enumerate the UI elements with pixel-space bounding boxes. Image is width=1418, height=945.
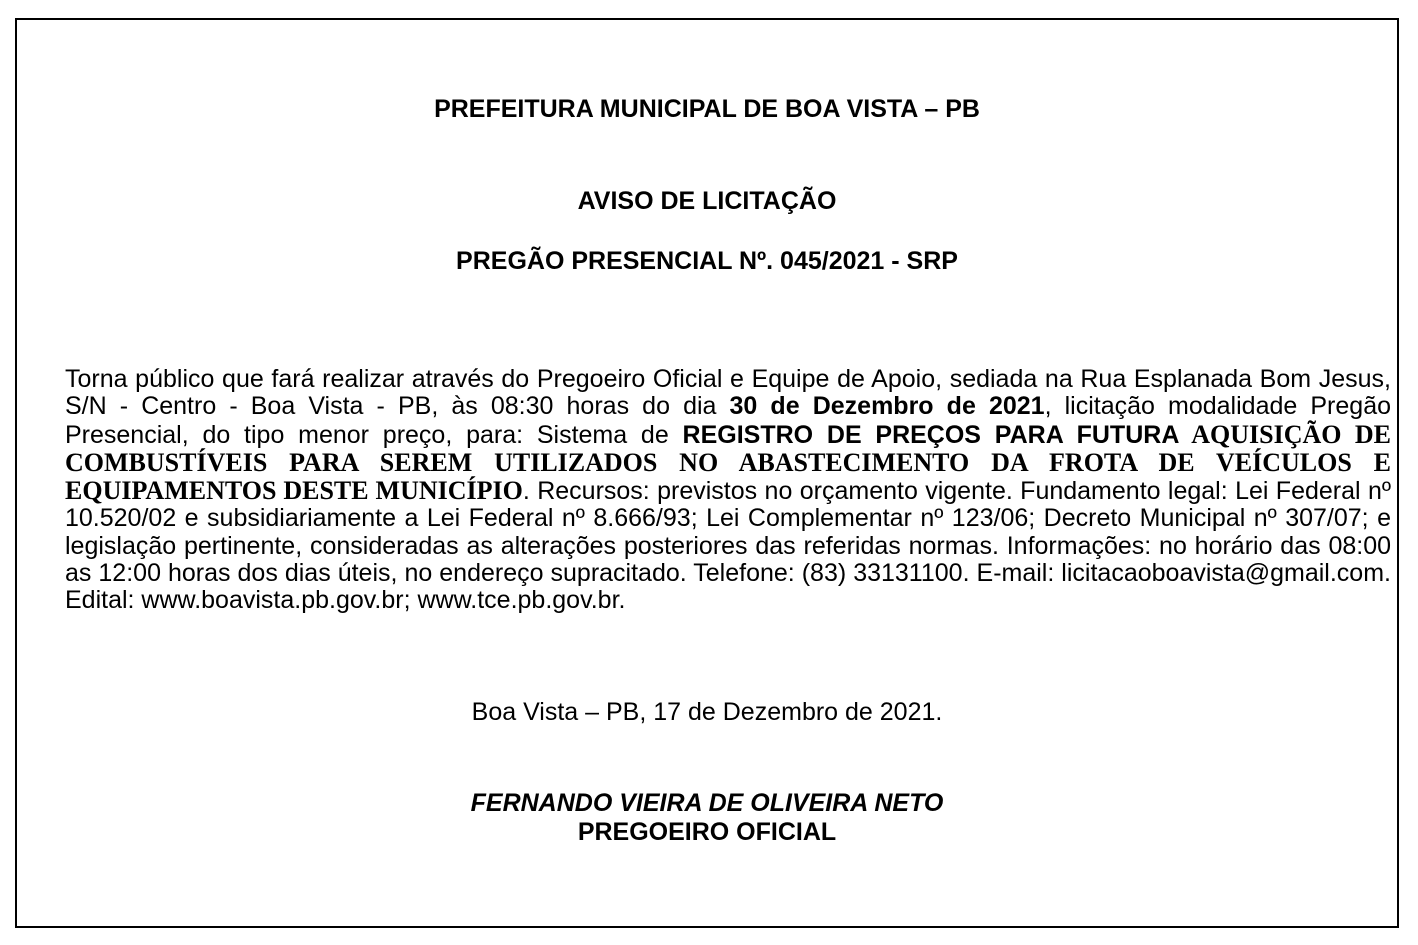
session-date: 30 de Dezembro de 2021 [729, 392, 1045, 421]
procedure-title: PREGÃO PRESENCIAL Nº. 045/2021 - SRP [456, 247, 958, 275]
municipality-title: PREFEITURA MUNICIPAL DE BOA VISTA – PB [434, 95, 980, 123]
notice-frame [15, 18, 1399, 928]
place-date: Boa Vista – PB, 17 de Dezembro de 2021. [471, 698, 943, 726]
signatory-name: FERNANDO VIEIRA DE OLIVEIRA NETO [470, 789, 944, 817]
signatory-role: PREGOEIRO OFICIAL [577, 818, 837, 846]
notice-title: AVISO DE LICITAÇÃO [577, 187, 837, 215]
body-modality: , licitação modalidade Pregão Presencial, do tipo menor preço, para: Sistema de [65, 392, 1391, 449]
object-heading: REGISTRO DE PREÇOS PARA FUTURA [682, 420, 1180, 449]
notice-body [65, 366, 1391, 615]
body-intro: Torna público que fará realizar através do Pregoeiro Oficial e Equipe de Apoio, sediada na Rua Esplanada Bom Jesus, S/N - Centro - Boa Vista - PB, às 08:30 horas do dia [65, 365, 1391, 421]
object-description: AQUISIÇÃO DE COMBUSTÍVEIS PARA SEREM UTILIZADOS NO ABASTECIMENTO DA FROTA DE VEÍCULOS E EQUIPAMENTOS DESTE MUNICÍPIO [65, 419, 1391, 506]
body-details: . Recursos: previstos no orçamento vigente. Fundamento legal: Lei Federal nº 10.520/02 e subsidiariamente a Lei Federal nº 8.666/93; Lei Complementar nº 123/06; Decreto Municipal nº 307/07; e legislação pertinente, consideradas as alterações posteriores das referidas normas. Informações: no horário das 08:00 as 12:00 horas dos dias úteis, no endereço supracitado. Telefone: (83) 33131100. E-mail: licitacaoboavista@gmail.com. Edital: www.boavista.pb.gov.br; www.tce.pb.gov.br. [65, 477, 1391, 615]
